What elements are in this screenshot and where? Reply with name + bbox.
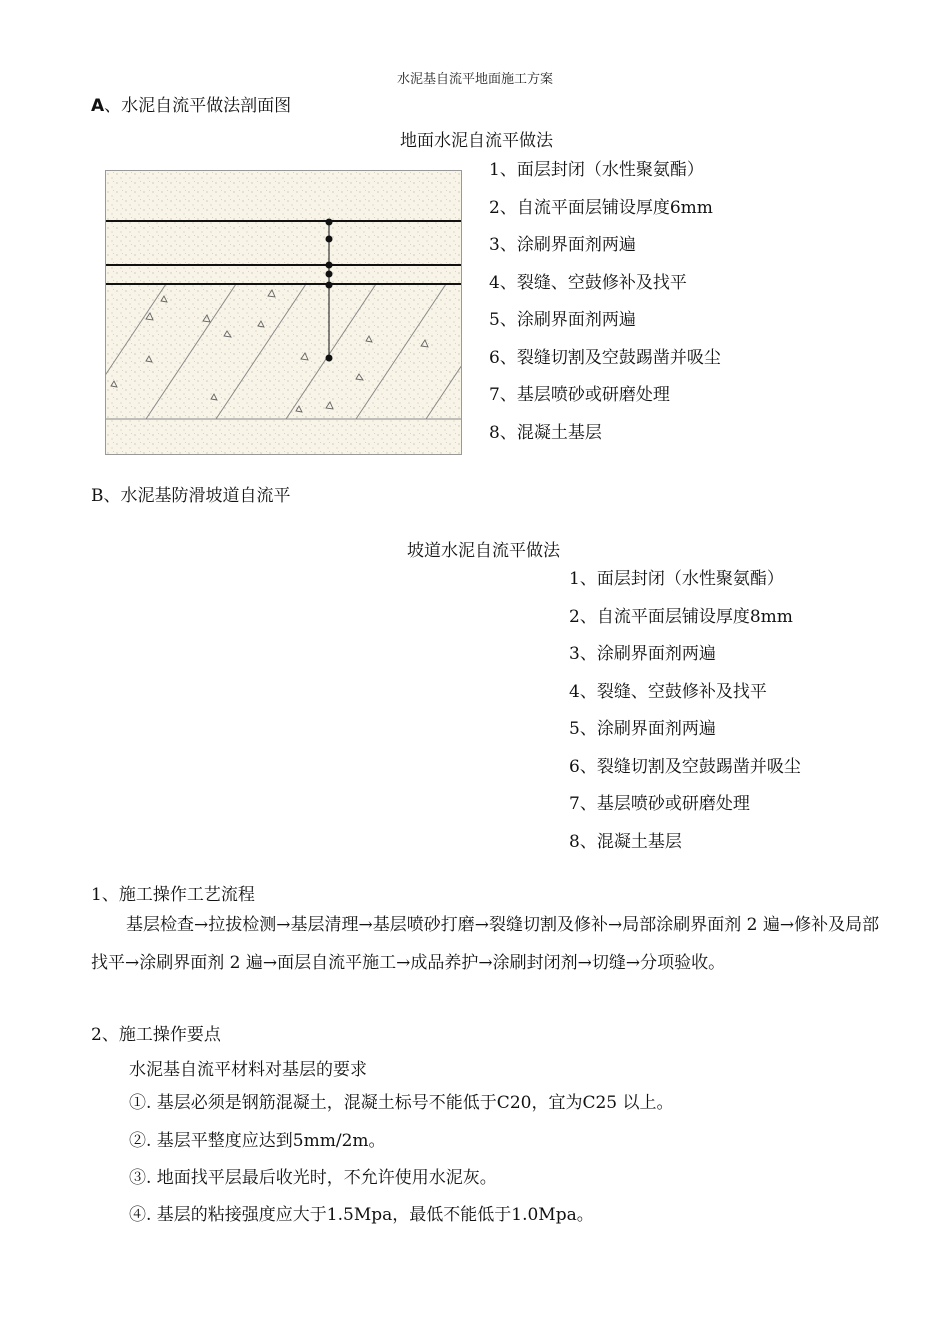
floor-layer-item: 1、面层封闭（水性聚氨酯） bbox=[489, 160, 704, 180]
ramp-layer-item: 8、混凝土基层 bbox=[569, 831, 682, 852]
requirement-item: ①. 基层必须是钢筋混凝土，混凝土标号不能低于C20，宜为C25 以上。 bbox=[129, 1093, 674, 1113]
ramp-layer-item: 5、涂刷界面剂两遍 bbox=[569, 719, 716, 739]
leader-dot bbox=[326, 219, 333, 226]
requirement-item: ②. 基层平整度应达到5mm/2m。 bbox=[129, 1131, 386, 1151]
floor-layer-item: 3、涂刷界面剂两遍 bbox=[489, 235, 636, 255]
requirement-item: ③. 地面找平层最后收光时，不允许使用水泥灰。 bbox=[129, 1168, 497, 1188]
ramp-layer-item: 6、裂缝切割及空鼓踢凿并吸尘 bbox=[569, 756, 801, 777]
ramp-layer-list bbox=[569, 567, 801, 867]
ramp-layer-item: 3、涂刷界面剂两遍 bbox=[569, 644, 716, 664]
diagram-texture bbox=[106, 171, 461, 454]
leader-dot bbox=[326, 355, 333, 362]
section-a-title: 、水泥自流平做法剖面图 bbox=[104, 96, 292, 116]
floor-layer-list bbox=[489, 158, 721, 458]
leader-dot bbox=[326, 282, 333, 289]
ramp-method-title: 坡道水泥自流平做法 bbox=[407, 541, 560, 561]
ramp-layer-item: 7、基层喷砂或研磨处理 bbox=[569, 794, 750, 814]
floor-layer-item: 6、裂缝切割及空鼓踢凿并吸尘 bbox=[489, 347, 721, 368]
floor-layer-item: 5、涂刷界面剂两遍 bbox=[489, 310, 636, 330]
floor-layer-item: 4、裂缝、空鼓修补及找平 bbox=[489, 272, 687, 293]
ramp-layer-item: 2、自流平面层铺设厚度8mm bbox=[569, 606, 793, 627]
floor-layer-item: 7、基层喷砂或研磨处理 bbox=[489, 385, 670, 405]
floor-layer-item: 8、混凝土基层 bbox=[489, 422, 602, 443]
process-paragraph: 基层检查→拉拔检测→基层清理→基层喷砂打磨→裂缝切割及修补→局部涂刷界面剂 2 遍→修补及局部找平→涂刷界面剂 2 遍→面层自流平施工→成品养护→涂刷封闭剂→切缝→分项验收。 bbox=[91, 915, 880, 973]
section-a-prefix: A bbox=[91, 96, 105, 116]
page-header: 水泥基自流平地面施工方案 bbox=[396, 72, 553, 87]
floor-method-title: 地面水泥自流平做法 bbox=[400, 131, 553, 151]
cross-section-diagram bbox=[105, 170, 462, 455]
floor-layer-item: 2、自流平面层铺设厚度6mm bbox=[489, 197, 713, 218]
ramp-layer-item: 4、裂缝、空鼓修补及找平 bbox=[569, 681, 767, 702]
leader-dot bbox=[326, 271, 333, 278]
key-points-subheading: 水泥基自流平材料对基层的要求 bbox=[129, 1060, 367, 1080]
ramp-layer-item: 1、面层封闭（水性聚氨酯） bbox=[569, 569, 784, 589]
section-b-heading: B、水泥基防滑坡道自流平 bbox=[91, 486, 291, 506]
leader-dot bbox=[326, 236, 333, 243]
cross-section-svg bbox=[106, 171, 461, 454]
process-heading: 1、施工操作工艺流程 bbox=[91, 885, 255, 905]
leader-dot bbox=[326, 262, 333, 269]
section-a-heading bbox=[91, 91, 291, 116]
requirement-item: ④. 基层的粘接强度应大于1.5Mpa，最低不能低于1.0Mpa。 bbox=[129, 1205, 594, 1225]
key-points-heading: 2、施工操作要点 bbox=[91, 1025, 221, 1045]
